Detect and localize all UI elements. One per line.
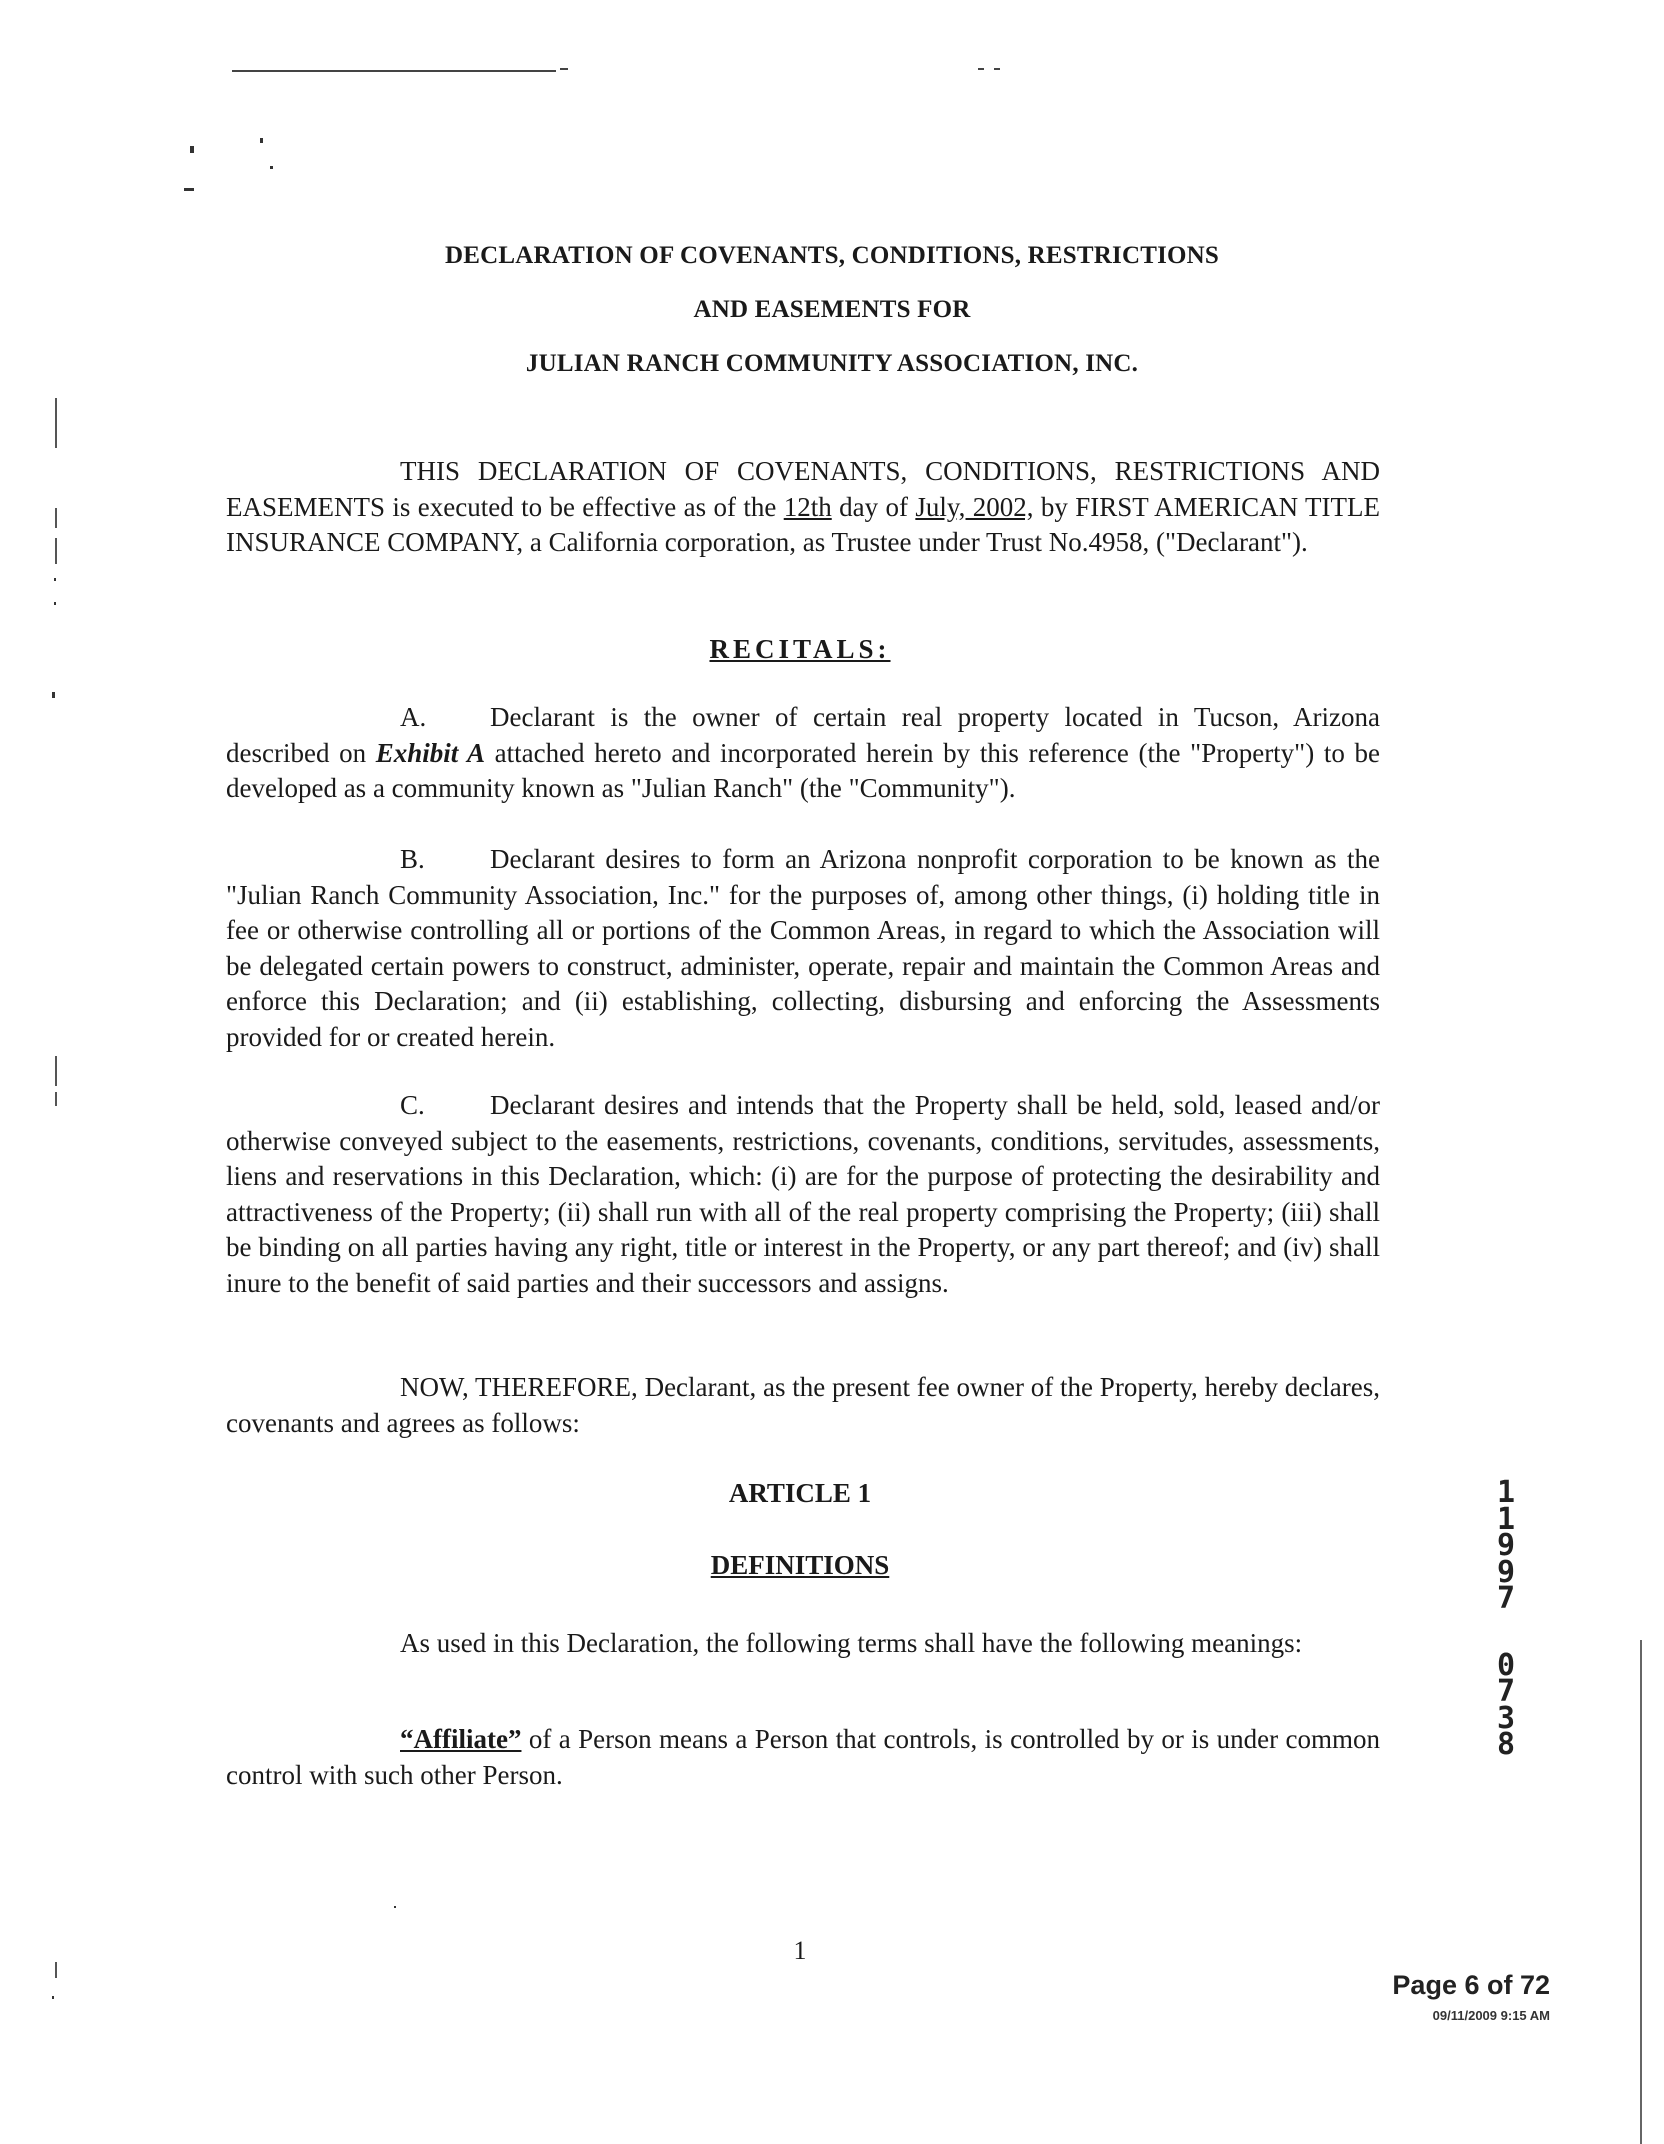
effective-month-year: July, 2002, <box>915 491 1034 522</box>
definition-text: of a Person means a Person that controls, is controlled by or is under common control with such other Person. <box>226 1724 1380 1790</box>
exhibit-reference: Exhibit A <box>375 737 485 768</box>
top-dash <box>978 68 984 70</box>
recital-letter: A. <box>400 702 427 732</box>
title-line-2: AND EASEMENTS FOR <box>693 296 971 323</box>
article-number: ARTICLE 1 <box>728 1478 872 1508</box>
recording-digit: 7 <box>1496 1581 1516 1616</box>
top-dash <box>560 68 568 70</box>
article-title <box>0 1550 1600 1581</box>
recording-digit: 1 <box>1496 1475 1516 1510</box>
recording-digit: 1 <box>1496 1501 1516 1537</box>
scan-speck <box>54 602 56 605</box>
now-therefore-paragraph: NOW, THEREFORE, Declarant, as the present fee owner of the Property, hereby declares, covenants and agrees as follows: <box>226 1372 1380 1438</box>
recording-digit: 3 <box>1496 1700 1516 1736</box>
scan-speck <box>394 1906 396 1908</box>
left-edge-mark <box>55 398 57 448</box>
top-rule <box>232 70 556 72</box>
recording-gap <box>1494 1613 1518 1653</box>
recital-b <box>226 842 1380 1055</box>
scan-speck <box>52 692 55 698</box>
recital-letter: C. <box>400 1090 425 1120</box>
title-line-1: DECLARATION OF COVENANTS, CONDITIONS, RESTRICTIONS <box>444 242 1220 269</box>
right-edge-mark <box>1640 1640 1642 2144</box>
title-line-3: JULIAN RANCH COMMUNITY ASSOCIATION, INC. <box>525 350 1139 377</box>
recording-digit: 0 <box>1496 1647 1516 1683</box>
recording-number <box>1494 1475 1518 1762</box>
top-dash <box>994 68 1000 70</box>
intro-text: THIS DECLARATION OF COVENANTS, CONDITIONS, RESTRICTIONS AND EASEMENTS is executed to be effective as of the <box>226 456 1380 522</box>
recital-text: Declarant desires and intends that the Property shall be held, sold, leased and/or otherwise conveyed subject to the easements, restrictions, covenants, conditions, servitudes, assessments, liens and reservations in this Declaration, which: (i) are for the purpose of protecting the desirability and attractiveness of the Property; (ii) shall run with all of the real property comprising the Property; (iii) shall be binding on all parties having any right, title or interest in the Property, or any part thereof; and (iv) shall inure to the benefit of said parties and their successors and assigns. <box>226 1090 1380 1298</box>
recitals-heading-text: RECITALS: <box>709 634 891 664</box>
left-edge-mark <box>55 1092 57 1106</box>
intro-text: day of <box>831 491 916 522</box>
recital-text: Declarant is the owner of certain real property located in Tucson, Arizona described on <box>226 702 1380 768</box>
print-timestamp: 09/11/2009 9:15 AM <box>1432 2008 1550 2023</box>
recital-a <box>226 700 1380 807</box>
intro-paragraph <box>226 454 1380 561</box>
recital-c <box>226 1088 1380 1301</box>
article-title-text: DEFINITIONS <box>710 1550 890 1580</box>
scan-speck <box>190 146 194 153</box>
left-edge-mark <box>55 508 57 528</box>
recital-text: attached hereto and incorporated herein by this reference (the "Property") to be developed as a community known as "Julian Ranch" (the "Community"). <box>226 737 1380 803</box>
page-of-count: Page 6 of 72 <box>1392 1970 1550 2000</box>
as-used-paragraph: As used in this Declaration, the following terms shall have the following meanings: <box>400 1628 1303 1658</box>
affiliate-definition <box>226 1722 1380 1793</box>
recording-digit: 9 <box>1496 1528 1516 1563</box>
recital-text: Declarant desires to form an Arizona nonprofit corporation to be known as the "Julian Ranch Community Association, Inc." for the purposes of, among other things, (i) holding title in fee or otherwise controlling all or portions of the Common Areas, in regard to which the Association will be delegated certain powers to construct, administer, operate, repair and maintain the Common Areas and enforce this Declaration; and (ii) establishing, collecting, disbursing and enforcing the Assessments provided for or created herein. <box>226 844 1380 1052</box>
scan-speck <box>270 166 273 169</box>
left-edge-mark <box>55 538 57 564</box>
scan-speck <box>260 138 263 143</box>
recording-digit: 9 <box>1496 1554 1516 1590</box>
recording-digit: 8 <box>1496 1727 1516 1762</box>
scan-speck <box>52 1996 54 1999</box>
effective-day: 12th <box>783 491 832 522</box>
intro-text: by FIRST AMERICAN TITLE INSURANCE COMPANY, a California corporation, as Trustee under Trust No.4958, ("Declarant"). <box>226 491 1381 557</box>
scan-speck <box>184 188 194 191</box>
defined-term: “Affiliate” <box>400 1724 522 1754</box>
left-edge-mark <box>55 1056 57 1086</box>
recitals-heading <box>0 634 1600 665</box>
recording-digit: 7 <box>1496 1674 1516 1709</box>
scan-speck <box>54 578 56 581</box>
recital-letter: B. <box>400 844 425 874</box>
page-number: 1 <box>793 1936 807 1965</box>
